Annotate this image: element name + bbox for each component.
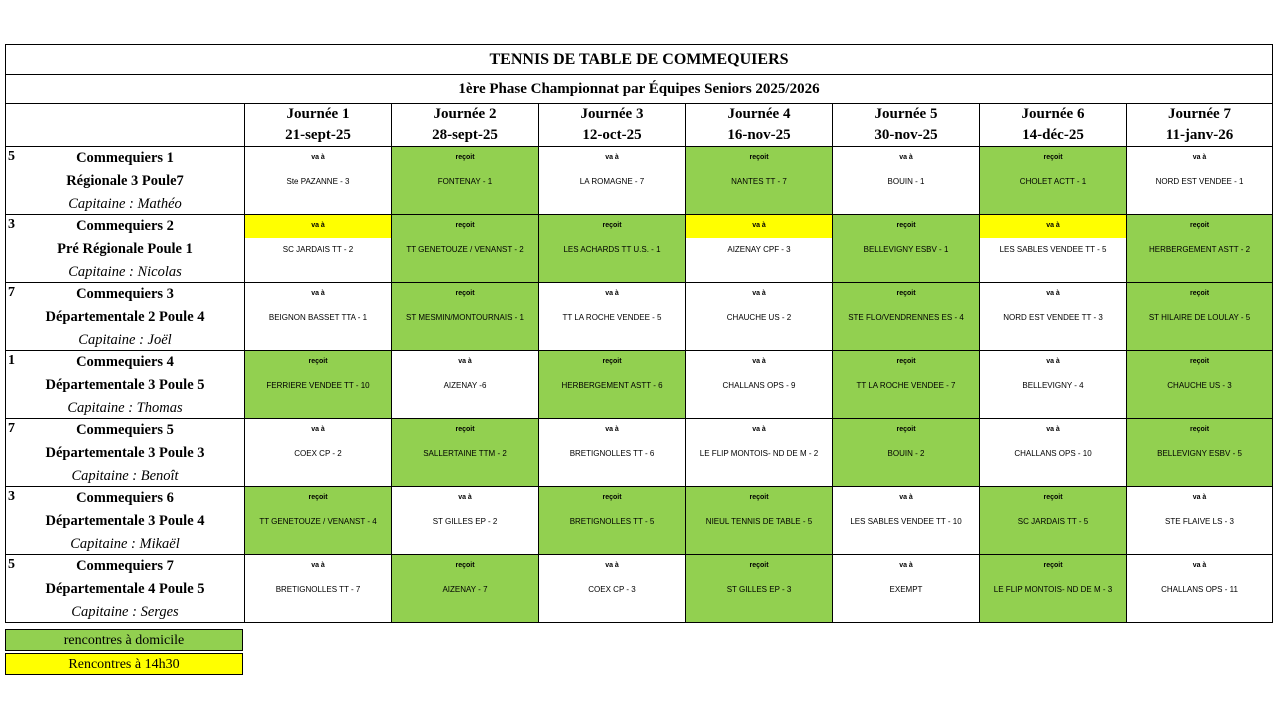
match-type: va à bbox=[980, 215, 1126, 238]
team-name: Commequiers 7 bbox=[76, 558, 174, 574]
match-cell bbox=[539, 283, 686, 351]
match-type: reçoit bbox=[308, 494, 328, 501]
match-cell bbox=[833, 283, 980, 351]
match-opponent: NIEUL TENNIS DE TABLE - 5 bbox=[705, 517, 813, 526]
match-cell bbox=[980, 215, 1127, 283]
match-cell bbox=[245, 419, 392, 487]
match-cell bbox=[245, 215, 392, 283]
match-type: reçoit bbox=[455, 222, 475, 229]
match-cell bbox=[980, 419, 1127, 487]
match-type: va à bbox=[458, 494, 472, 501]
match-opponent: ST GILLES EP - 2 bbox=[432, 517, 498, 526]
team-number: 3 bbox=[8, 217, 15, 232]
team-row bbox=[6, 419, 1273, 487]
journee-date: 21-sept-25 bbox=[245, 125, 392, 147]
team-name: Commequiers 2 bbox=[76, 218, 174, 234]
match-cell bbox=[539, 487, 686, 555]
match-type: reçoit bbox=[896, 426, 916, 433]
match-opponent: AIZENAY -6 bbox=[443, 381, 487, 390]
match-cell bbox=[245, 351, 392, 419]
team-row bbox=[6, 351, 1273, 419]
match-opponent: FERRIERE VENDEE TT - 10 bbox=[266, 381, 370, 390]
match-type: va à bbox=[752, 290, 766, 297]
match-opponent: LE FLIP MONTOIS- ND DE M - 2 bbox=[699, 449, 819, 458]
match-cell bbox=[392, 215, 539, 283]
match-type: reçoit bbox=[455, 154, 475, 161]
team-division: Régionale 3 Poule7 bbox=[66, 173, 184, 189]
match-opponent: FONTENAY - 1 bbox=[437, 177, 493, 186]
match-cell bbox=[539, 419, 686, 487]
match-opponent: SALLERTAINE TTM - 2 bbox=[423, 449, 507, 458]
match-cell bbox=[392, 351, 539, 419]
team-info-cell bbox=[6, 351, 245, 419]
team-captain: Capitaine : Benoît bbox=[71, 468, 179, 484]
team-number: 5 bbox=[8, 149, 15, 164]
match-type: va à bbox=[686, 215, 832, 238]
match-type: reçoit bbox=[1189, 290, 1210, 297]
match-cell bbox=[980, 147, 1127, 215]
match-opponent: CHALLANS OPS - 10 bbox=[1014, 449, 1092, 458]
match-type: reçoit bbox=[1189, 426, 1210, 433]
match-opponent: CHALLANS OPS - 9 bbox=[722, 381, 796, 390]
team-name: Commequiers 6 bbox=[76, 490, 174, 506]
match-opponent: TT LA ROCHE VENDEE - 7 bbox=[856, 381, 956, 390]
match-opponent: ST HILAIRE DE LOULAY - 5 bbox=[1148, 313, 1251, 322]
journee-date: 11-janv-26 bbox=[1127, 125, 1273, 147]
match-type: reçoit bbox=[1043, 494, 1063, 501]
match-opponent: NORD EST VENDEE TT - 3 bbox=[1003, 313, 1103, 322]
match-type: va à bbox=[1046, 426, 1060, 433]
match-type: va à bbox=[752, 426, 766, 433]
match-opponent: CHAUCHE US - 2 bbox=[726, 313, 792, 322]
match-type: va à bbox=[458, 358, 472, 365]
journee-date: 14-déc-25 bbox=[980, 125, 1127, 147]
match-type: reçoit bbox=[1043, 562, 1063, 569]
match-opponent: STE FLO/VENDRENNES ES - 4 bbox=[848, 313, 964, 322]
match-type: va à bbox=[605, 426, 619, 433]
match-cell bbox=[980, 283, 1127, 351]
match-opponent: ST GILLES EP - 3 bbox=[726, 585, 792, 594]
match-opponent: CHAUCHE US - 3 bbox=[1167, 381, 1232, 390]
match-opponent: BRETIGNOLLES TT - 7 bbox=[275, 585, 361, 594]
team-name: Commequiers 5 bbox=[76, 422, 174, 438]
team-division: Départementale 4 Poule 5 bbox=[45, 581, 205, 597]
match-type: reçoit bbox=[602, 222, 622, 229]
match-opponent: STE FLAIVE LS - 3 bbox=[1165, 517, 1234, 526]
match-type: reçoit bbox=[455, 562, 475, 569]
match-cell bbox=[686, 351, 833, 419]
match-opponent: EXEMPT bbox=[889, 585, 923, 594]
match-opponent: BRETIGNOLLES TT - 6 bbox=[569, 449, 655, 458]
match-type: va à bbox=[311, 290, 325, 297]
match-type: reçoit bbox=[896, 358, 916, 365]
match-cell bbox=[686, 215, 833, 283]
match-type: va à bbox=[899, 494, 913, 501]
match-opponent: COEX CP - 2 bbox=[294, 449, 342, 458]
match-opponent: LA ROMAGNE - 7 bbox=[579, 177, 645, 186]
match-type: va à bbox=[605, 290, 619, 297]
team-name: Commequiers 3 bbox=[76, 286, 174, 302]
team-number: 7 bbox=[8, 421, 15, 436]
match-cell bbox=[833, 351, 980, 419]
match-cell bbox=[392, 283, 539, 351]
match-opponent: BRETIGNOLLES TT - 5 bbox=[569, 517, 655, 526]
match-cell bbox=[833, 487, 980, 555]
page-subtitle: 1ère Phase Championnat par Équipes Seniors 2025/2026 bbox=[6, 75, 1273, 104]
team-info-cell bbox=[6, 283, 245, 351]
match-type: reçoit bbox=[749, 494, 769, 501]
match-opponent: LES ACHARDS TT U.S. - 1 bbox=[563, 245, 661, 254]
match-type: va à bbox=[311, 426, 325, 433]
journee-label: Journée 2 bbox=[392, 104, 539, 126]
match-type: va à bbox=[245, 215, 391, 238]
match-cell bbox=[392, 147, 539, 215]
journee-label: Journée 7 bbox=[1127, 104, 1273, 126]
match-cell bbox=[686, 147, 833, 215]
journee-label: Journée 6 bbox=[980, 104, 1127, 126]
journee-date: 30-nov-25 bbox=[833, 125, 980, 147]
match-type: va à bbox=[311, 154, 325, 161]
team-captain: Capitaine : Mikaël bbox=[70, 536, 180, 552]
match-cell bbox=[1127, 147, 1273, 215]
match-type: reçoit bbox=[1189, 222, 1210, 229]
match-cell bbox=[686, 487, 833, 555]
page-title: TENNIS DE TABLE DE COMMEQUIERS bbox=[6, 45, 1273, 75]
legend-1430-matches: Rencontres à 14h30 bbox=[5, 653, 243, 675]
match-type: reçoit bbox=[602, 358, 622, 365]
team-name: Commequiers 1 bbox=[76, 150, 174, 166]
match-opponent: AIZENAY - 7 bbox=[442, 585, 488, 594]
match-type: va à bbox=[605, 154, 619, 161]
match-cell bbox=[245, 147, 392, 215]
team-captain: Capitaine : Joël bbox=[78, 332, 172, 348]
match-opponent: Ste PAZANNE - 3 bbox=[286, 177, 350, 186]
match-cell bbox=[539, 215, 686, 283]
match-opponent: BEIGNON BASSET TTA - 1 bbox=[268, 313, 368, 322]
team-info-cell bbox=[6, 419, 245, 487]
match-cell bbox=[1127, 487, 1273, 555]
match-opponent: NANTES TT - 7 bbox=[731, 177, 787, 186]
match-cell bbox=[833, 555, 980, 623]
match-opponent: HERBERGEMENT ASTT - 2 bbox=[1148, 245, 1251, 254]
match-cell bbox=[686, 419, 833, 487]
schedule-table bbox=[5, 44, 1273, 623]
match-opponent: BELLEVIGNY - 4 bbox=[1022, 381, 1084, 390]
team-captain: Capitaine : Serges bbox=[71, 604, 179, 620]
match-cell bbox=[686, 555, 833, 623]
match-opponent: LES SABLES VENDEE TT - 5 bbox=[999, 245, 1107, 254]
team-info-cell bbox=[6, 147, 245, 215]
match-opponent: BOUIN - 2 bbox=[887, 449, 925, 458]
match-type: va à bbox=[1192, 154, 1207, 161]
match-type: va à bbox=[1192, 494, 1207, 501]
match-opponent: SC JARDAIS TT - 5 bbox=[1017, 517, 1089, 526]
match-type: reçoit bbox=[455, 426, 475, 433]
team-division: Départementale 3 Poule 5 bbox=[45, 377, 205, 393]
team-captain: Capitaine : Mathéo bbox=[68, 196, 182, 212]
match-cell bbox=[245, 283, 392, 351]
team-number: 5 bbox=[8, 557, 15, 572]
match-opponent: TT GENETOUZE / VENANST - 4 bbox=[259, 517, 377, 526]
team-number: 3 bbox=[8, 489, 15, 504]
match-type: reçoit bbox=[749, 562, 769, 569]
match-cell bbox=[980, 555, 1127, 623]
journee-date: 28-sept-25 bbox=[392, 125, 539, 147]
match-cell bbox=[1127, 283, 1273, 351]
team-row bbox=[6, 147, 1273, 215]
match-cell bbox=[539, 147, 686, 215]
match-type: va à bbox=[899, 562, 913, 569]
match-opponent: BELLEVIGNY ESBV - 5 bbox=[1157, 449, 1242, 458]
match-type: reçoit bbox=[602, 494, 622, 501]
team-info-cell bbox=[6, 487, 245, 555]
match-cell bbox=[392, 487, 539, 555]
match-opponent: AIZENAY CPF - 3 bbox=[727, 245, 791, 254]
match-cell bbox=[539, 351, 686, 419]
match-opponent: BOUIN - 1 bbox=[887, 177, 925, 186]
corner-cell bbox=[6, 104, 245, 147]
team-division: Pré Régionale Poule 1 bbox=[57, 241, 193, 257]
match-type: reçoit bbox=[1043, 154, 1063, 161]
match-cell bbox=[245, 555, 392, 623]
match-opponent: TT GENETOUZE / VENANST - 2 bbox=[406, 245, 524, 254]
match-type: va à bbox=[1046, 290, 1060, 297]
team-row bbox=[6, 555, 1273, 623]
team-number: 7 bbox=[8, 285, 15, 300]
team-number: 1 bbox=[8, 353, 15, 368]
match-type: va à bbox=[1046, 358, 1060, 365]
match-cell bbox=[980, 487, 1127, 555]
match-opponent: SC JARDAIS TT - 2 bbox=[282, 245, 354, 254]
journee-date: 12-oct-25 bbox=[539, 125, 686, 147]
match-type: va à bbox=[752, 358, 766, 365]
team-name: Commequiers 4 bbox=[76, 354, 174, 370]
match-opponent: BELLEVIGNY ESBV - 1 bbox=[863, 245, 949, 254]
match-type: reçoit bbox=[749, 154, 769, 161]
match-opponent: TT LA ROCHE VENDEE - 5 bbox=[562, 313, 662, 322]
match-cell bbox=[980, 351, 1127, 419]
match-type: reçoit bbox=[896, 290, 916, 297]
match-type: reçoit bbox=[1189, 358, 1210, 365]
journee-label: Journée 3 bbox=[539, 104, 686, 126]
match-cell bbox=[539, 555, 686, 623]
match-opponent: NORD EST VENDEE - 1 bbox=[1155, 177, 1244, 186]
team-captain: Capitaine : Thomas bbox=[67, 400, 183, 416]
team-info-cell bbox=[6, 215, 245, 283]
journee-label: Journée 1 bbox=[245, 104, 392, 126]
match-type: reçoit bbox=[896, 222, 916, 229]
match-cell bbox=[833, 147, 980, 215]
match-opponent: LE FLIP MONTOIS- ND DE M - 3 bbox=[993, 585, 1113, 594]
legend-home-matches: rencontres à domicile bbox=[5, 629, 243, 651]
team-row bbox=[6, 215, 1273, 283]
team-captain: Capitaine : Nicolas bbox=[68, 264, 182, 280]
team-division: Départementale 3 Poule 3 bbox=[45, 445, 205, 461]
match-opponent: ST MESMIN/MONTOURNAIS - 1 bbox=[406, 313, 524, 322]
journee-label: Journée 5 bbox=[833, 104, 980, 126]
match-type: reçoit bbox=[455, 290, 475, 297]
match-type: va à bbox=[311, 562, 325, 569]
match-cell bbox=[392, 555, 539, 623]
match-cell bbox=[245, 487, 392, 555]
team-info-cell bbox=[6, 555, 245, 623]
match-cell bbox=[686, 283, 833, 351]
match-cell bbox=[1127, 555, 1273, 623]
match-cell bbox=[1127, 215, 1273, 283]
match-opponent: COEX CP - 3 bbox=[588, 585, 636, 594]
team-division: Départementale 2 Poule 4 bbox=[45, 309, 205, 325]
match-cell bbox=[1127, 419, 1273, 487]
team-row bbox=[6, 283, 1273, 351]
team-row bbox=[6, 487, 1273, 555]
match-cell bbox=[1127, 351, 1273, 419]
match-cell bbox=[833, 215, 980, 283]
match-opponent: CHALLANS OPS - 11 bbox=[1161, 585, 1238, 594]
match-type: va à bbox=[605, 562, 619, 569]
match-opponent: HERBERGEMENT ASTT - 6 bbox=[561, 381, 663, 390]
journee-label: Journée 4 bbox=[686, 104, 833, 126]
match-opponent: CHOLET ACTT - 1 bbox=[1019, 177, 1087, 186]
match-cell bbox=[833, 419, 980, 487]
match-cell bbox=[392, 419, 539, 487]
match-opponent: LES SABLES VENDEE TT - 10 bbox=[850, 517, 962, 526]
journee-date: 16-nov-25 bbox=[686, 125, 833, 147]
match-type: reçoit bbox=[308, 358, 328, 365]
match-type: va à bbox=[1192, 562, 1207, 569]
team-division: Départementale 3 Poule 4 bbox=[45, 513, 205, 529]
match-type: va à bbox=[899, 154, 913, 161]
